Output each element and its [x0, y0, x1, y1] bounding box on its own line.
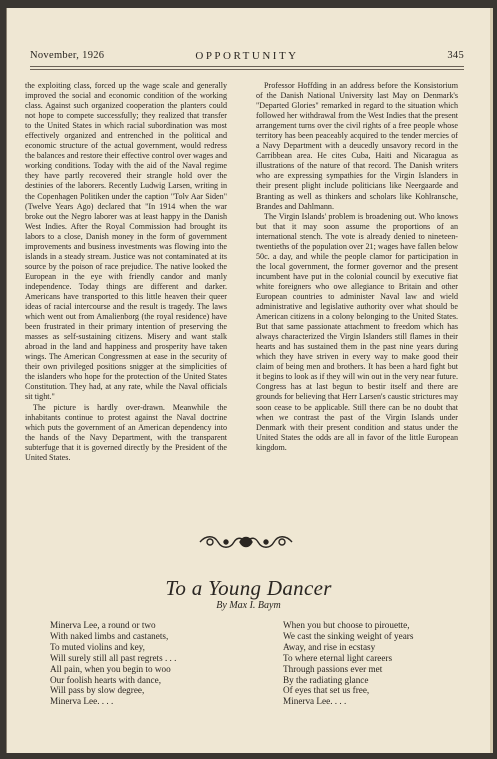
poem-line: Our foolish hearts with dance, — [50, 674, 161, 685]
page-edge — [490, 8, 493, 753]
poem-line: We cast the sinking weight of years — [283, 630, 414, 641]
paragraph: The picture is hardly over-drawn. Meanwhile the inhabitants continue to protest against the Naval doctrine which puts the government of an American dependency into the hands of the Navy Department, with the transparent subterfuge that it is governed directly by the President of the United States. — [25, 402, 227, 462]
poem-line: Minerva Lee. . . . — [50, 696, 114, 707]
poem-line: Will surely still all past regrets . . . — [50, 652, 177, 663]
paragraph: The Virgin Islands' problem is broadening out. Who knows but that it may soon assume the proportions of an international stench. The vote is already denied to nineteen-twentieths of the population over 21; wages have fallen below 50c. a day, and while the people clamor for participation in the local government, the former governor and the present incumbent have put in the colonial council by executive fiat white foreigners who owe allegiance to Britain and other European countries to administer Naval law and wield administrative and legislative authority over what should be American citizens in a colony belonging to the United States. But that same passionate attachment to freedom which has always characterized the Virgin Islanders still flames in their hearts and has sustained them in the past nine years during which they have striven in every way to make good their claim of being men and brothers. It has been a hard fight but it begins to look as if they will win out in the very near future. Congress has at last begun to bestir itself and there are grounds for believing that Herr Larsen's caustic strictures may soon cease to be applicable. Still there can be no doubt that when we contrast the past of the Virgin Islands under Denmark with their present condition and status under the United States the odds are all in favor of the little European kingdom. — [256, 211, 458, 452]
poem-line: To where eternal light careers — [283, 652, 393, 663]
scroll-ornament-icon — [196, 533, 296, 551]
poem-line: Of eyes that set us free, — [283, 685, 370, 696]
poem-line: Minerva Lee. . . . — [283, 696, 347, 707]
poem-line: Minerva Lee, a round or two — [50, 620, 156, 630]
poem-line: By the radiating glance — [283, 674, 369, 685]
poem-stanza-right — [283, 620, 413, 707]
running-header — [30, 50, 464, 64]
article-column-right — [256, 81, 458, 453]
header-rule-thick — [30, 66, 464, 67]
magazine-title: OPPORTUNITY — [195, 50, 299, 62]
article-column-left — [25, 81, 227, 463]
poem-stanza-left — [50, 620, 176, 707]
poem-byline: By Max I. Baym — [216, 600, 281, 611]
issue-date: November, 1926 — [30, 50, 105, 61]
paragraph: the exploiting class, forced up the wage scale and generally improved the social and economic condition of the working class. Against such organized cooperation the planters could not hope to compete successfully; they realized that transfer to the United States in which racial subordination was most effectively organized and entrenched in the political and economic structure of the actual government, would redress the balances and restore their effective control over wages and working conditions. Today with the aid of the Naval regime they have partly recovered their strangle hold over the destinies of the laborers. Recently Ludwig Larsen, writing in the Copenhagen Politiken under the caption "Tolv Aar Siden" (Twelve Years Ago) declared that "In 1914 when the war broke out the Negro laborer was at least happy in the Danish West Indies. After the Royal Commission had brought its labors to a close, Danish money in the form of government improvements and business investments was flowing into the islands in a steady stream. Justice was not contaminated at its source by the poison of race prejudice. The native looked the European in the eye with friendly candor and manly independence. Today things are different and darker. Americans have transported to this little heaven their queer ideas of racial intercourse and the result is tragedy. The laws which went out from Amalienborg (the royal residence) have been frustrated in their primary intention of preserving the masses as self-sustaining citizens. Misery and want stalk abroad in the land and happiness and prosperity have taken wings. The American Congressmen at ease in the security of their own privileged positions snigger at the simplicities of the islanders who hope for the protection of the United States Constitution. They had, at any rate, while the Naval officials sit tight." — [25, 81, 227, 402]
poem-line: Through passions ever met — [283, 663, 383, 674]
paragraph: Professor Hoffding in an address before the Konsistorium of the Danish National University last May on Denmark's "Departed Glories" remarked in regard to the situation which followed her withdrawal from the West Indies that the present arrangement turns over the civil rights of a free people whose territory has been peaceably acquired to the tender mercies of a Navy Department with a deucedly unsavory record in the Carribbean area. He cites Cuba, Haiti and Nicaragua as illustrations of the nature of that record. The Danish writers who are expressing sympathies for the Virgin Islanders in their present plight include politicians like Neergaarde and Branting as well as thinkers and scholars like Kohlransche, Brandes and Dahlmann. — [256, 81, 458, 211]
poem-line: Away, and rise in ecstasy — [283, 641, 376, 652]
poem-line: Will pass by slow degree, — [50, 685, 145, 696]
poem-line: With naked limbs and castanets, — [50, 630, 169, 641]
page-number: 345 — [447, 50, 464, 61]
poem-line: To muted violins and key, — [50, 641, 145, 652]
poem-line: All pain, when you begin to woo — [50, 663, 171, 674]
poem-title: To a Young Dancer — [165, 576, 332, 600]
header-rule-thin — [30, 69, 464, 70]
poem-line: When you but choose to pirouette, — [283, 620, 410, 630]
